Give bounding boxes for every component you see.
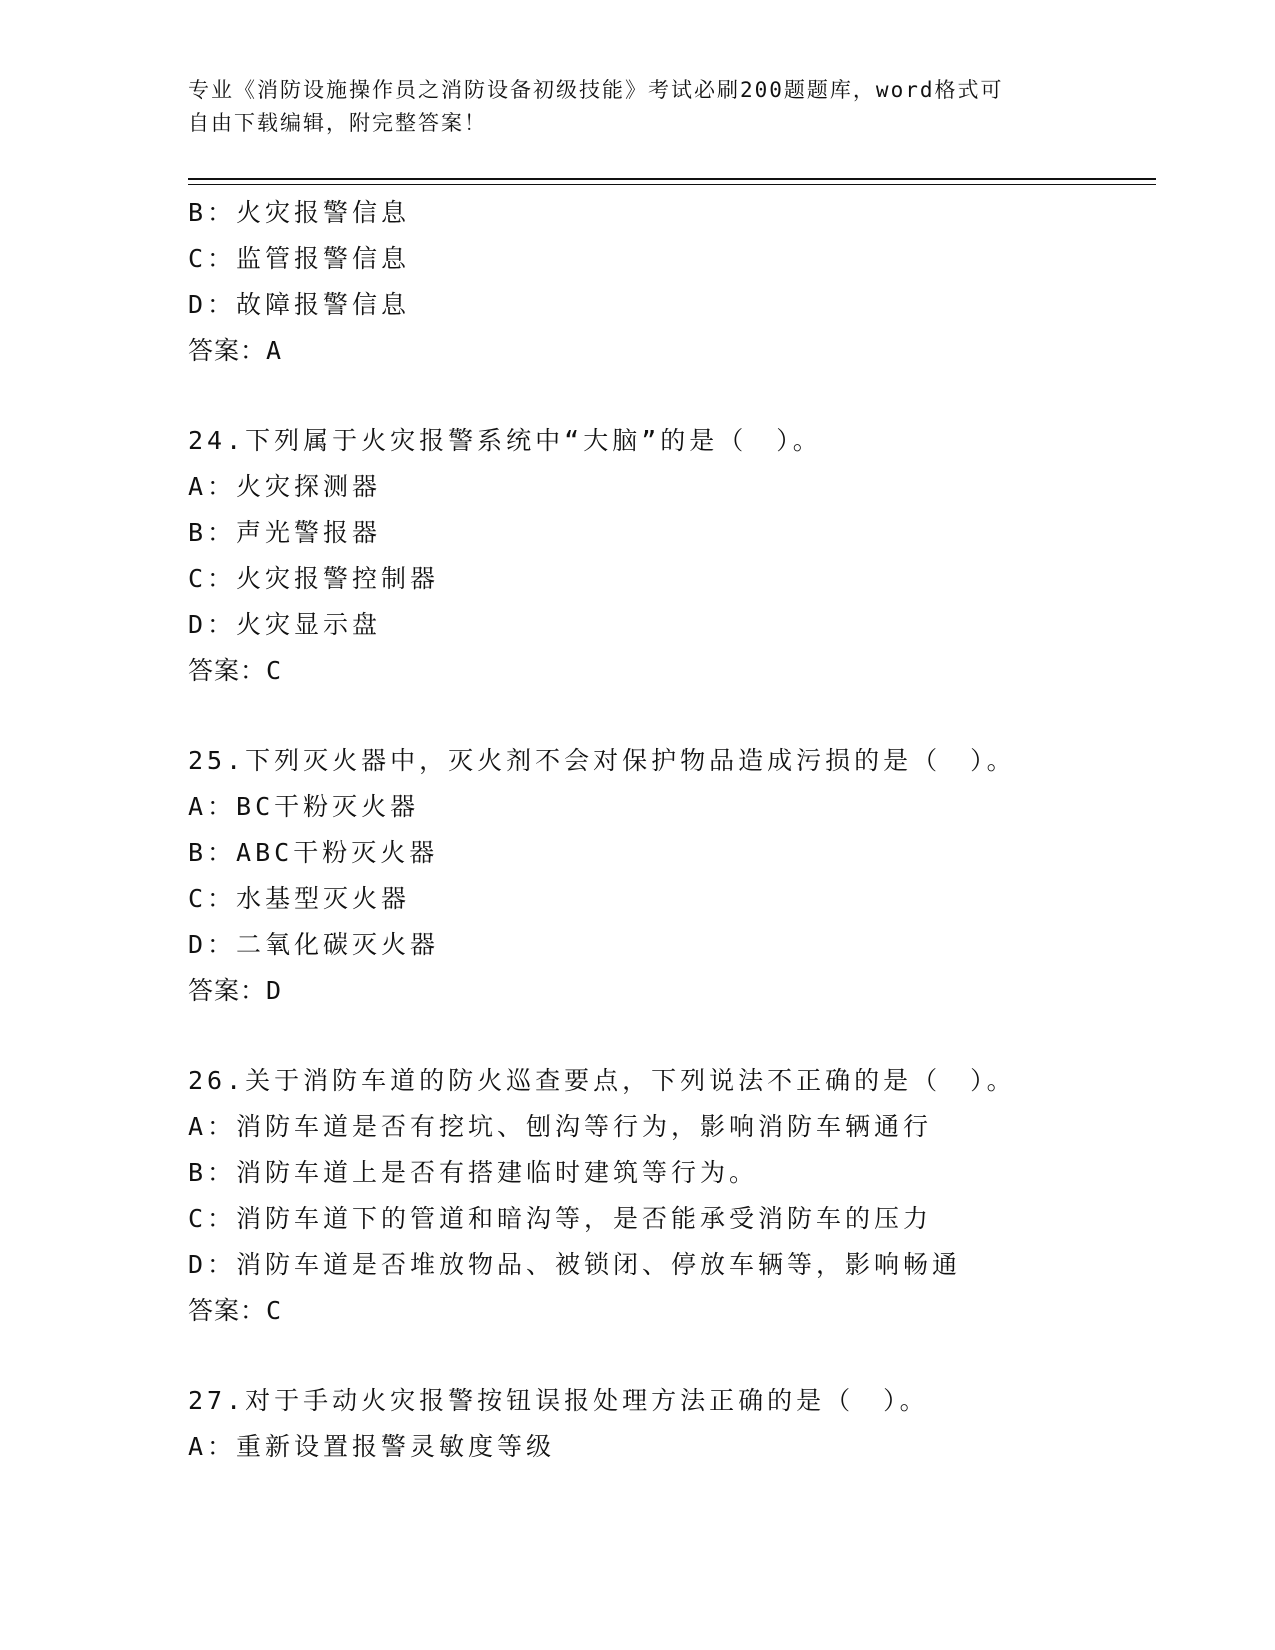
question-block-26	[188, 1058, 1148, 1334]
option-a: A：火灾探测器	[188, 472, 382, 501]
question-block-25	[188, 738, 1148, 1014]
option-c: C：水基型灭火器	[188, 884, 411, 913]
option-d: D：消防车道是否堆放物品、被锁闭、停放车辆等，影响畅通	[188, 1250, 962, 1279]
answer-value: A	[266, 336, 283, 365]
option-d: D：故障报警信息	[188, 290, 411, 319]
document-header	[188, 74, 1088, 140]
option-b: B：消防车道上是否有搭建临时建筑等行为。	[188, 1158, 759, 1187]
answer-line	[188, 968, 1148, 1014]
answer-label: 答案：	[188, 1296, 267, 1325]
header-divider-thin	[188, 184, 1156, 185]
option-c: C：消防车道下的管道和暗沟等，是否能承受消防车的压力	[188, 1204, 933, 1233]
option-b: B：火灾报警信息	[188, 198, 411, 227]
question-stem: 24.下列属于火灾报警系统中“大脑”的是（ ）。	[188, 426, 822, 455]
option-a: A：消防车道是否有挖坑、刨沟等行为，影响消防车辆通行	[188, 1112, 933, 1141]
question-block-27	[188, 1378, 1148, 1470]
question-stem: 25.下列灭火器中，灭火剂不会对保护物品造成污损的是（ ）。	[188, 746, 1016, 775]
option-c: C：火灾报警控制器	[188, 564, 440, 593]
question-block-partial	[188, 190, 1148, 374]
answer-label: 答案：	[188, 336, 267, 365]
option-c: C：监管报警信息	[188, 244, 411, 273]
answer-line	[188, 1288, 1148, 1334]
answer-label: 答案：	[188, 976, 267, 1005]
option-b: B：ABC干粉灭火器	[188, 838, 439, 867]
question-block-24	[188, 418, 1148, 694]
option-d: D：火灾显示盘	[188, 610, 382, 639]
header-divider-thick	[188, 178, 1156, 180]
option-b: B：声光警报器	[188, 518, 382, 547]
answer-label: 答案：	[188, 656, 267, 685]
answer-value: C	[266, 1296, 283, 1325]
header-line-2: 自由下载编辑，附完整答案！	[188, 111, 487, 135]
question-stem: 26.关于消防车道的防火巡查要点，下列说法不正确的是（ ）。	[188, 1066, 1016, 1095]
answer-line	[188, 648, 1148, 694]
question-list	[188, 190, 1148, 1470]
header-line-1: 专业《消防设施操作员之消防设备初级技能》考试必刷200题题库，word格式可	[188, 78, 1004, 102]
answer-line	[188, 328, 1148, 374]
option-a: A：BC干粉灭火器	[188, 792, 420, 821]
question-stem: 27.对于手动火灾报警按钮误报处理方法正确的是（ ）。	[188, 1386, 929, 1415]
option-d: D：二氧化碳灭火器	[188, 930, 440, 959]
option-a: A：重新设置报警灵敏度等级	[188, 1432, 556, 1461]
answer-value: C	[266, 656, 283, 685]
answer-value: D	[266, 976, 283, 1005]
